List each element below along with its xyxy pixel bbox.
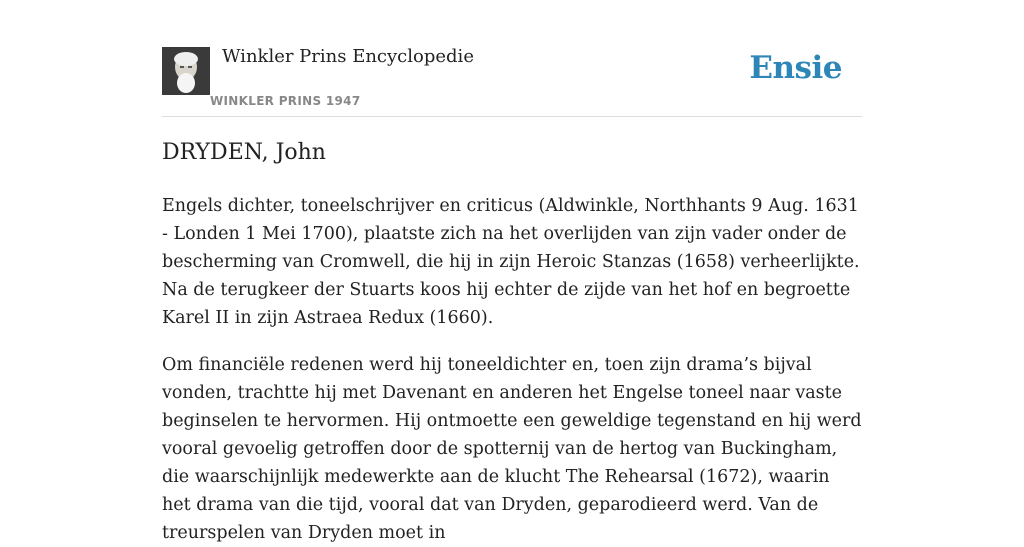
entry-paragraph: Engels dichter, toneelschrijver en criticus (Aldwinkle, Northhants 9 Aug. 1631 - Londen 1 Mei 1700), plaatste zich na het overlijden van zijn vader onder de bescherming van Cromwell, die hij in zijn Heroic Stanzas (1658) verheerlijkte. Na de terugkeer der Stuarts koos hij echter de zijde van het hof en begroette Karel II in zijn Astraea Redux (1660). [162, 196, 860, 328]
source-title[interactable]: Winkler Prins Encyclopedie [222, 46, 474, 67]
brand-logo-link[interactable]: Ensie [749, 50, 842, 86]
source-header [162, 0, 862, 117]
entry-title: DRYDEN, John [162, 140, 326, 165]
page-container [162, 0, 862, 543]
entry-paragraph: Om financiële redenen werd hij toneeldichter en, toen zijn drama’s bijval vonden, trachtte hij met Davenant en anderen het Engelse toneel naar vaste beginselen te hervormen. Hij ontmoette een geweldige tegenstand en hij werd vooral gevoelig getroffen door de spotternij van de hertog van Buckingham, die waarschijnlijk medewerkte aan de klucht The Rehearsal (1672), waarin het drama van die tijd, vooral dat van Dryden, geparodieerd werd. Van de treurspelen van Dryden moet in [162, 355, 862, 543]
source-avatar[interactable] [162, 47, 210, 95]
bearded-man-portrait-icon [162, 47, 210, 95]
source-subtitle[interactable]: WINKLER PRINS 1947 [210, 94, 361, 108]
